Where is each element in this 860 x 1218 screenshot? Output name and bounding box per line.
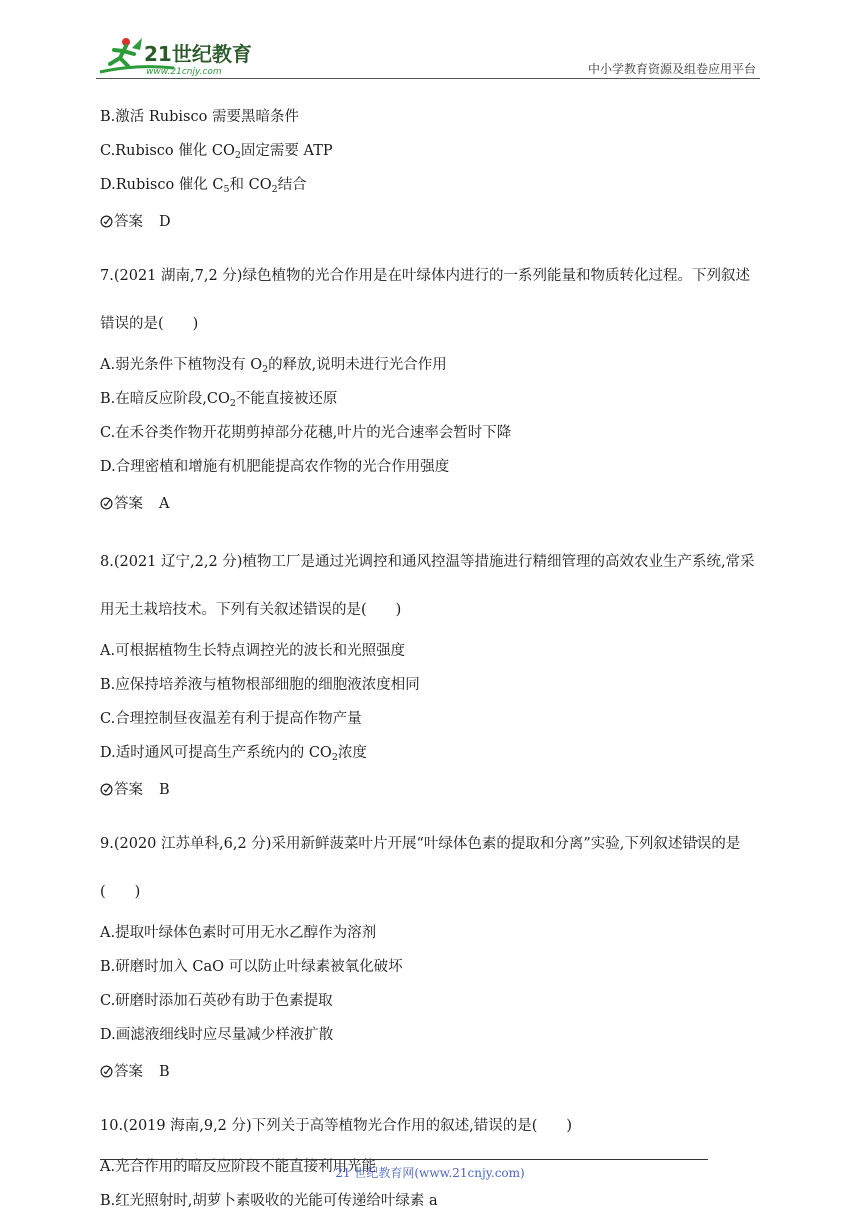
page-header — [96, 30, 760, 80]
q8-option-c: C.合理控制昼夜温差有利于提高作物产量 — [100, 711, 362, 727]
q6-option-b: B.激活 Rubisco 需要黑暗条件 — [100, 109, 299, 125]
q7-stem: 7.(2021 湖南,7,2 分)绿色植物的光合作用是在叶绿体内进行的一系列能量和物质转化过程。下列叙述错误的是( ) — [100, 268, 750, 332]
q8-option-b: B.应保持培养液与植物根部细胞的细胞液浓度相同 — [100, 677, 420, 693]
q8-option-d: D.适时通风可提高生产系统内的 $CO_2$浓度 — [100, 745, 367, 763]
q6-option-c: C.Rubisco 催化 $CO_2$固定需要 ATP — [100, 143, 333, 161]
answer-value: B — [159, 1064, 170, 1080]
q9-option-b: B.研磨时加入 CaO 可以防止叶绿素被氧化破坏 — [100, 959, 403, 975]
answer-label: 答案 — [114, 1064, 143, 1080]
answer-check-icon — [100, 497, 113, 510]
header-divider — [96, 78, 760, 79]
answer-check-icon — [100, 1065, 113, 1078]
q7-option-a: A.弱光条件下植物没有 $O_2$的释放,说明未进行光合作用 — [100, 357, 447, 375]
q10-option-b: B.红光照射时,胡萝卜素吸收的光能可传递给叶绿素 a — [100, 1193, 438, 1209]
q7-option-d: D.合理密植和增施有机肥能提高农作物的光合作用强度 — [100, 459, 450, 475]
answer-label: 答案 — [114, 782, 143, 798]
logo — [96, 34, 256, 78]
logo-text: 21世纪教育 — [144, 42, 252, 66]
platform-title: 中小学教育资源及组卷应用平台 — [587, 62, 756, 76]
q9-answer — [100, 1052, 764, 1092]
q10-option-a: A.光合作用的暗反应阶段不能直接利用光能 — [100, 1159, 377, 1175]
q9-option-d: D.画滤液细线时应尽量减少样液扩散 — [100, 1027, 334, 1043]
q6-option-d: D.Rubisco 催化 $C_5$和 $CO_2$结合 — [100, 177, 307, 195]
q6-answer — [100, 202, 764, 242]
footer-link[interactable]: 21 世纪教育网(www.21cnjy.com) — [335, 1166, 525, 1180]
answer-label: 答案 — [114, 214, 143, 230]
q8-stem: 8.(2021 辽宁,2,2 分)植物工厂是通过光调控和通风控温等措施进行精细管理的高效农业生产系统,常采用无土栽培技术。下列有关叙述错误的是( ) — [100, 554, 755, 618]
q9-stem: 9.(2020 江苏单科,6,2 分)采用新鲜菠菜叶片开展“叶绿体色素的提取和分离”实验,下列叙述错误 ·的是( ) — [100, 820, 764, 916]
answer-value: B — [159, 782, 170, 798]
q9-option-a: A.提取叶绿体色素时可用无水乙醇作为溶剂 — [100, 925, 377, 941]
q7-answer — [100, 484, 764, 524]
answer-label: 答案 — [114, 496, 143, 512]
answer-check-icon — [100, 215, 113, 228]
emphasis-dotted-word: 错误 · — [682, 836, 711, 852]
q7-option-c: C.在禾谷类作物开花期剪掉部分花穗,叶片的光合速率会暂时下降 — [100, 425, 512, 441]
q7-option-b: B.在暗反应阶段$,CO_2$不能直接被还原 — [100, 391, 338, 409]
q10-stem: 10.(2019 海南,9,2 分)下列关于高等植物光合作用的叙述,错误的是( ) — [100, 1118, 573, 1134]
q8-option-a: A.可根据植物生长特点调控光的波长和光照强度 — [100, 643, 406, 659]
answer-check-icon — [100, 783, 113, 796]
footer-divider — [100, 1159, 708, 1160]
logo-url: www.21cnjy.com — [146, 67, 222, 77]
answer-value: D — [159, 214, 171, 230]
q8-answer — [100, 770, 764, 810]
question-content — [100, 100, 764, 1218]
q9-option-c: C.研磨时添加石英砂有助于色素提取 — [100, 993, 333, 1009]
answer-value: A — [159, 496, 170, 512]
